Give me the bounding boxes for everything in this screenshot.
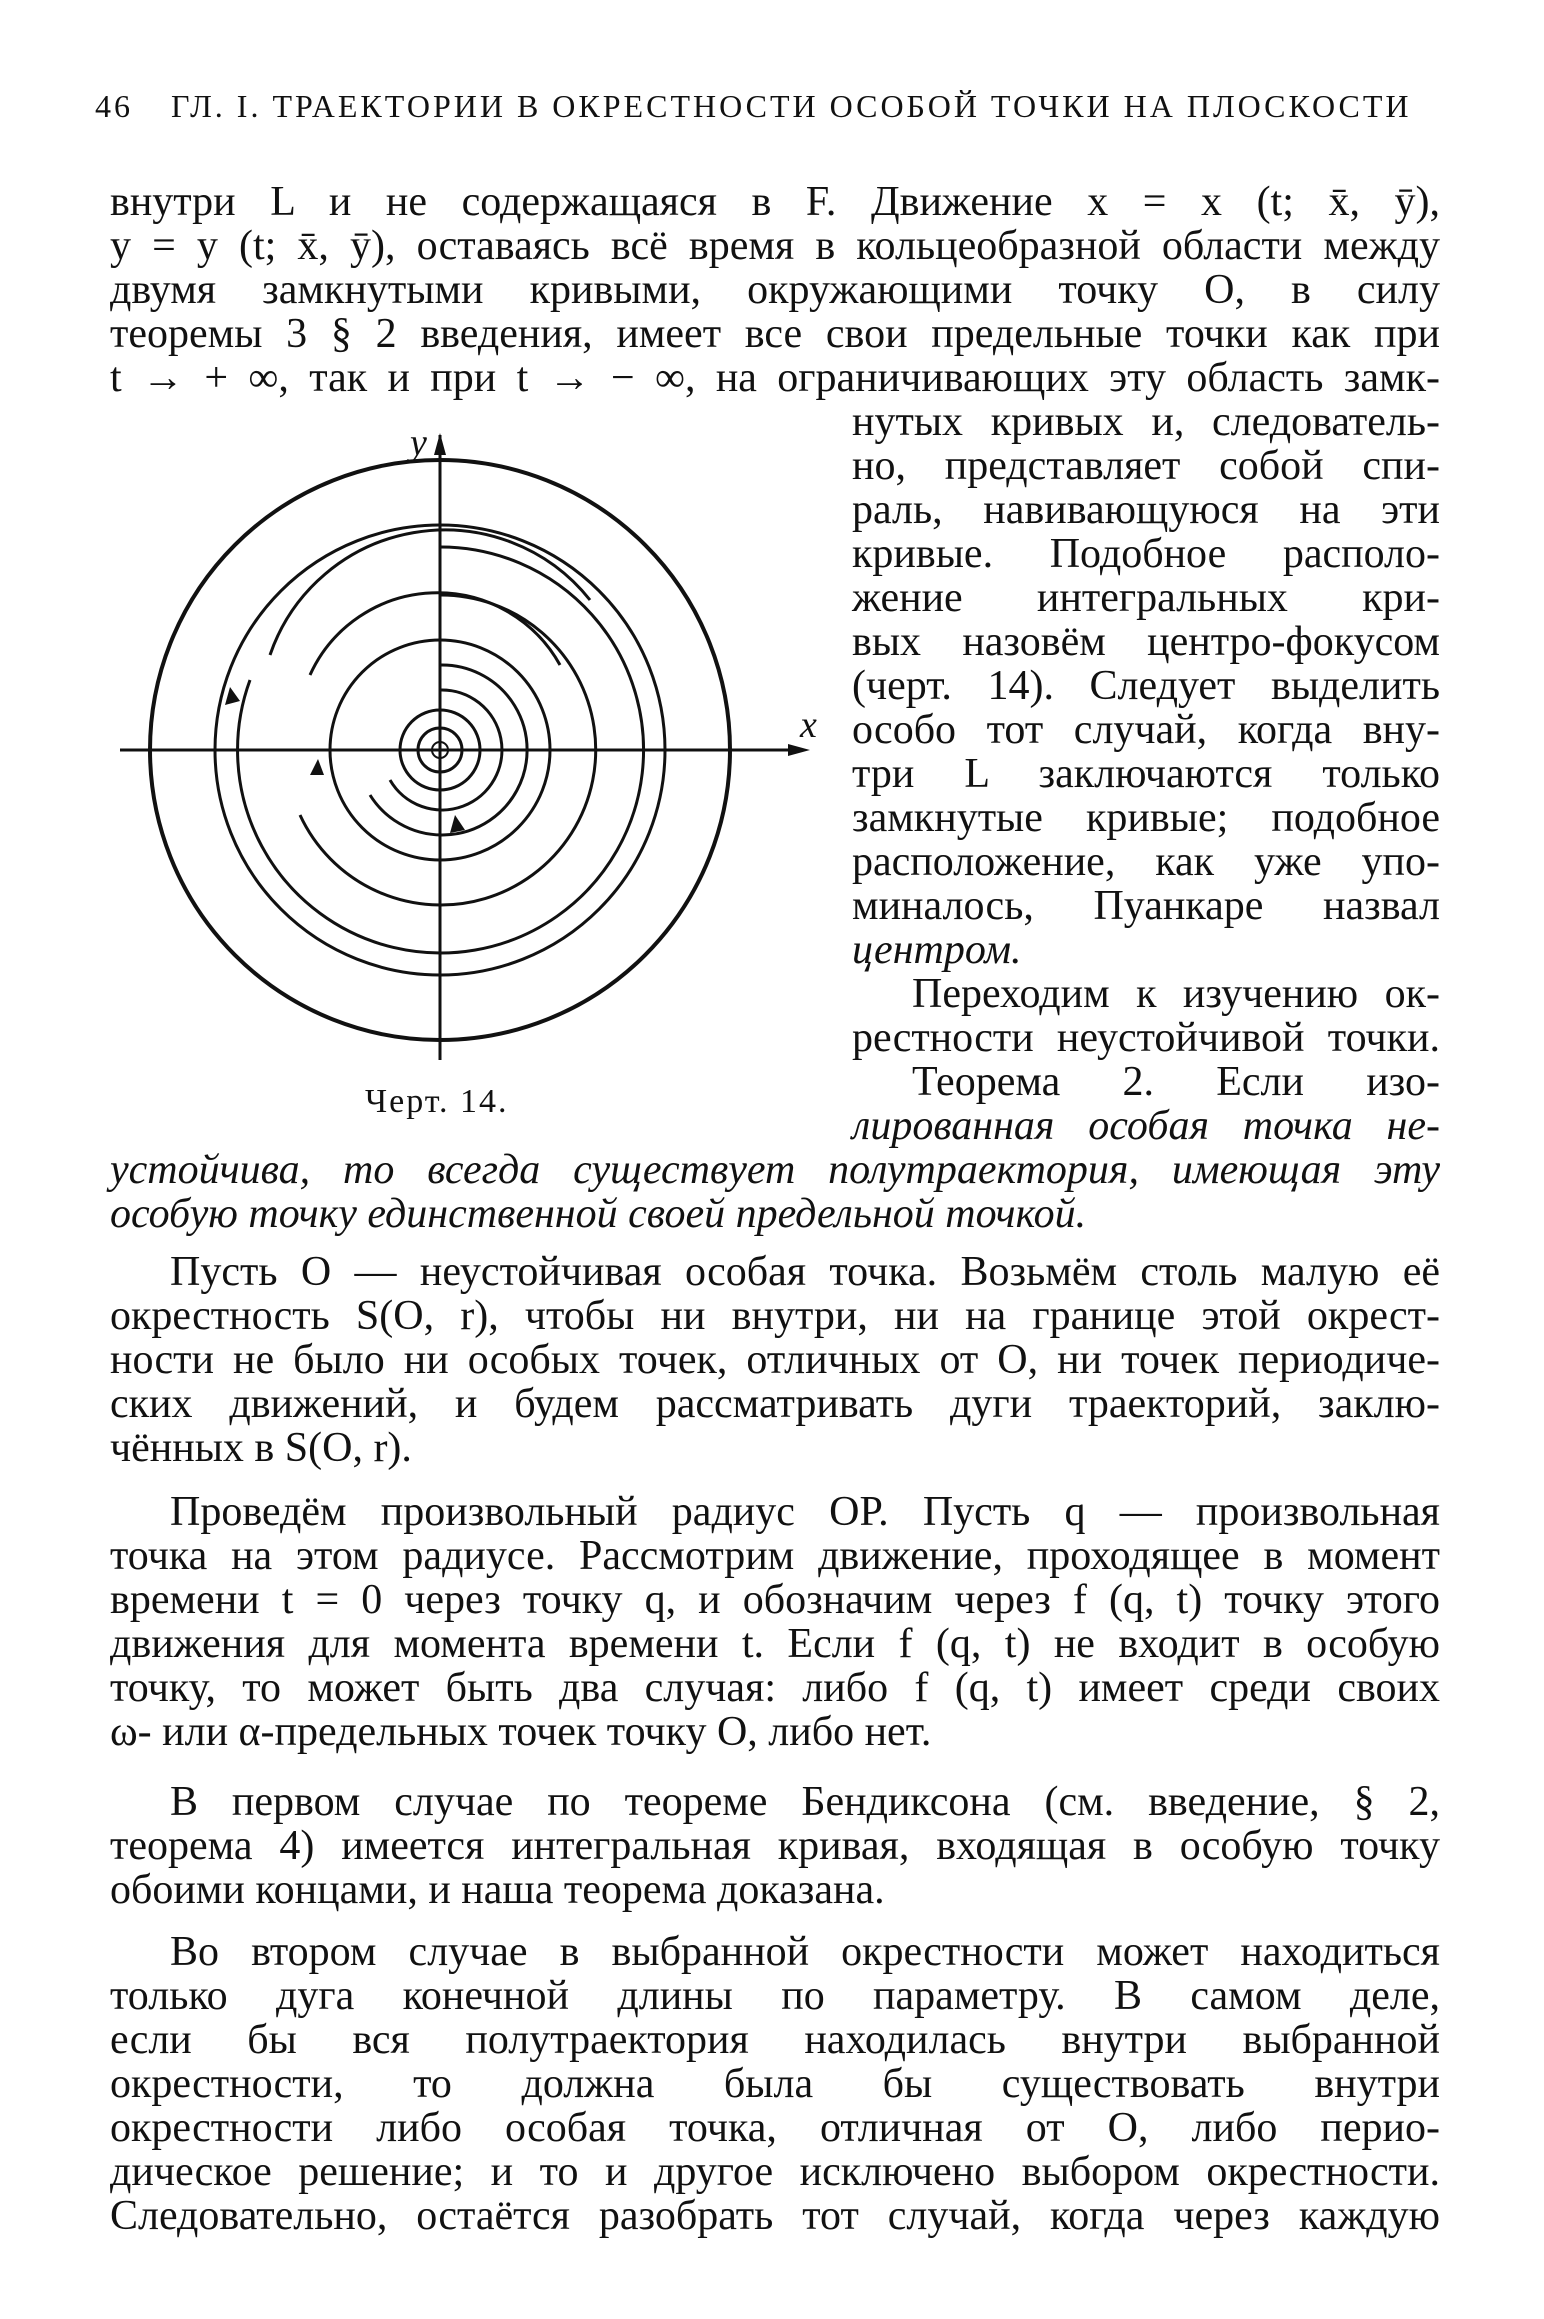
text-line: особую точку единственной своей предельной точкой. — [110, 1191, 1087, 1237]
paragraph-3 — [110, 1780, 1440, 1912]
theorem-tail — [110, 1148, 1440, 1236]
text-line: но, представляет собой спи- — [852, 443, 1440, 489]
text-line: В первом случае по теореме Бендиксона (см. введение, § 2, — [170, 1779, 1440, 1825]
side-column — [852, 400, 1440, 1148]
text-line: если бы вся полутраектория находилась внутри выбранной — [110, 2017, 1440, 2063]
text-line: (черт. 14). Следует выделить — [852, 663, 1440, 709]
text-line: времени t = 0 через точку q, и обозначим через f (q, t) точку этого — [110, 1577, 1440, 1623]
text-line: три L заключаются только — [852, 751, 1440, 797]
arrow-icon — [225, 687, 240, 705]
text-line: расположение, как уже упо- — [852, 839, 1440, 885]
text-line: t → + ∞, так и при t → − ∞, на ограничивающих эту область замк- — [110, 355, 1440, 401]
arrow-icon — [310, 759, 324, 775]
text-line: ности не было ни особых точек, отличных от O, ни точек периодиче- — [110, 1337, 1440, 1383]
text-line: точка на этом радиусе. Рассмотрим движение, проходящее в момент — [110, 1533, 1440, 1579]
y-axis-label: y — [410, 425, 427, 464]
text-line: замкнутые кривые; подобное — [852, 795, 1440, 841]
text-line: рестности неустойчивой точки. — [852, 1015, 1440, 1061]
paragraph-4 — [110, 1930, 1440, 2238]
text-line: раль, навивающуюся на эти — [852, 487, 1440, 533]
text-line: теоремы 3 § 2 введения, имеет все свои предельные точки как при — [110, 311, 1440, 357]
theorem-heading: Теорема 2. Если изо- — [912, 1059, 1440, 1105]
y-axis-arrow — [434, 433, 446, 455]
text-line: Переходим к изучению ок- — [912, 971, 1440, 1017]
text-line: ω- или α-предельных точек точку O, либо нет. — [110, 1709, 932, 1755]
text-line: устойчива, то всегда существует полутраектория, имеющая эту — [110, 1147, 1440, 1193]
paragraph-1 — [110, 1250, 1440, 1470]
spiral-arc — [310, 593, 560, 675]
text-line: особо тот случай, когда вну- — [852, 707, 1440, 753]
x-axis-label: x — [800, 704, 817, 746]
text-line: миналось, Пуанкаре назвал — [852, 883, 1440, 929]
text-line: нутых кривых и, следователь- — [852, 399, 1440, 445]
text-line: только дуга конечной длины по параметру. В самом деле, — [110, 1973, 1440, 2019]
text-line: Следовательно, остаётся разобрать тот случай, когда через каждую — [110, 2193, 1440, 2239]
text-line: обоими концами, и наша теорема доказана. — [110, 1867, 885, 1913]
figure-caption: Черт. 14. — [365, 1083, 509, 1120]
text-line: y = y (t; x̄, ȳ), оставаясь всё время в кольцеобразной области между — [110, 223, 1440, 269]
text-line: вых назовём центро-фокусом — [852, 619, 1440, 665]
paragraph-2 — [110, 1490, 1440, 1754]
text-line: окрестности, то должна была бы существовать внутри — [110, 2061, 1440, 2107]
text-line: центром. — [852, 927, 1022, 973]
text-line: Пусть O — неустойчивая особая точка. Возьмём столь малую её — [170, 1249, 1440, 1295]
running-header — [95, 88, 1445, 125]
text-line: окрестность S(O, r), чтобы ни внутри, ни на границе этой окрест- — [110, 1293, 1440, 1339]
arrow-icon — [450, 815, 465, 833]
text-line: теорема 4) имеется интегральная кривая, входящая в особую точку — [110, 1823, 1440, 1869]
text-line: чённых в S(O, r). — [110, 1425, 412, 1471]
text-line: точку, то может быть два случая: либо f (q, t) имеет среди своих — [110, 1665, 1440, 1711]
text-line: жение интегральных кри- — [852, 575, 1440, 621]
text-line: двумя замкнутыми кривыми, окружающими точку O, в силу — [110, 267, 1440, 313]
page-number: 46 — [95, 88, 133, 124]
text-line: кривые. Подобное располо- — [852, 531, 1440, 577]
text-line: дическое решение; и то и другое исключено выбором окрестности. — [110, 2149, 1440, 2195]
figure-centro-focus — [110, 425, 830, 1065]
text-line: лированная особая точка не- — [852, 1103, 1440, 1149]
text-line: окрестности либо особая точка, отличная от O, либо перио- — [110, 2105, 1440, 2151]
top-paragraph — [110, 180, 1440, 400]
text-line: внутри L и не содержащаяся в F. Движение x = x (t; x̄, ȳ), — [110, 179, 1440, 225]
text-line: Во втором случае в выбранной окрестности может находиться — [170, 1929, 1440, 1975]
chapter-title: ГЛ. I. ТРАЕКТОРИИ В ОКРЕСТНОСТИ ОСОБОЙ ТОЧКИ НА ПЛОСКОСТИ — [171, 88, 1412, 124]
text-line: ских движений, и будем рассматривать дуги траекторий, заклю- — [110, 1381, 1440, 1427]
text-line: Проведём произвольный радиус OP. Пусть q — произвольная — [170, 1489, 1440, 1535]
text-line: движения для момента времени t. Если f (q, t) не входит в особую — [110, 1621, 1440, 1667]
